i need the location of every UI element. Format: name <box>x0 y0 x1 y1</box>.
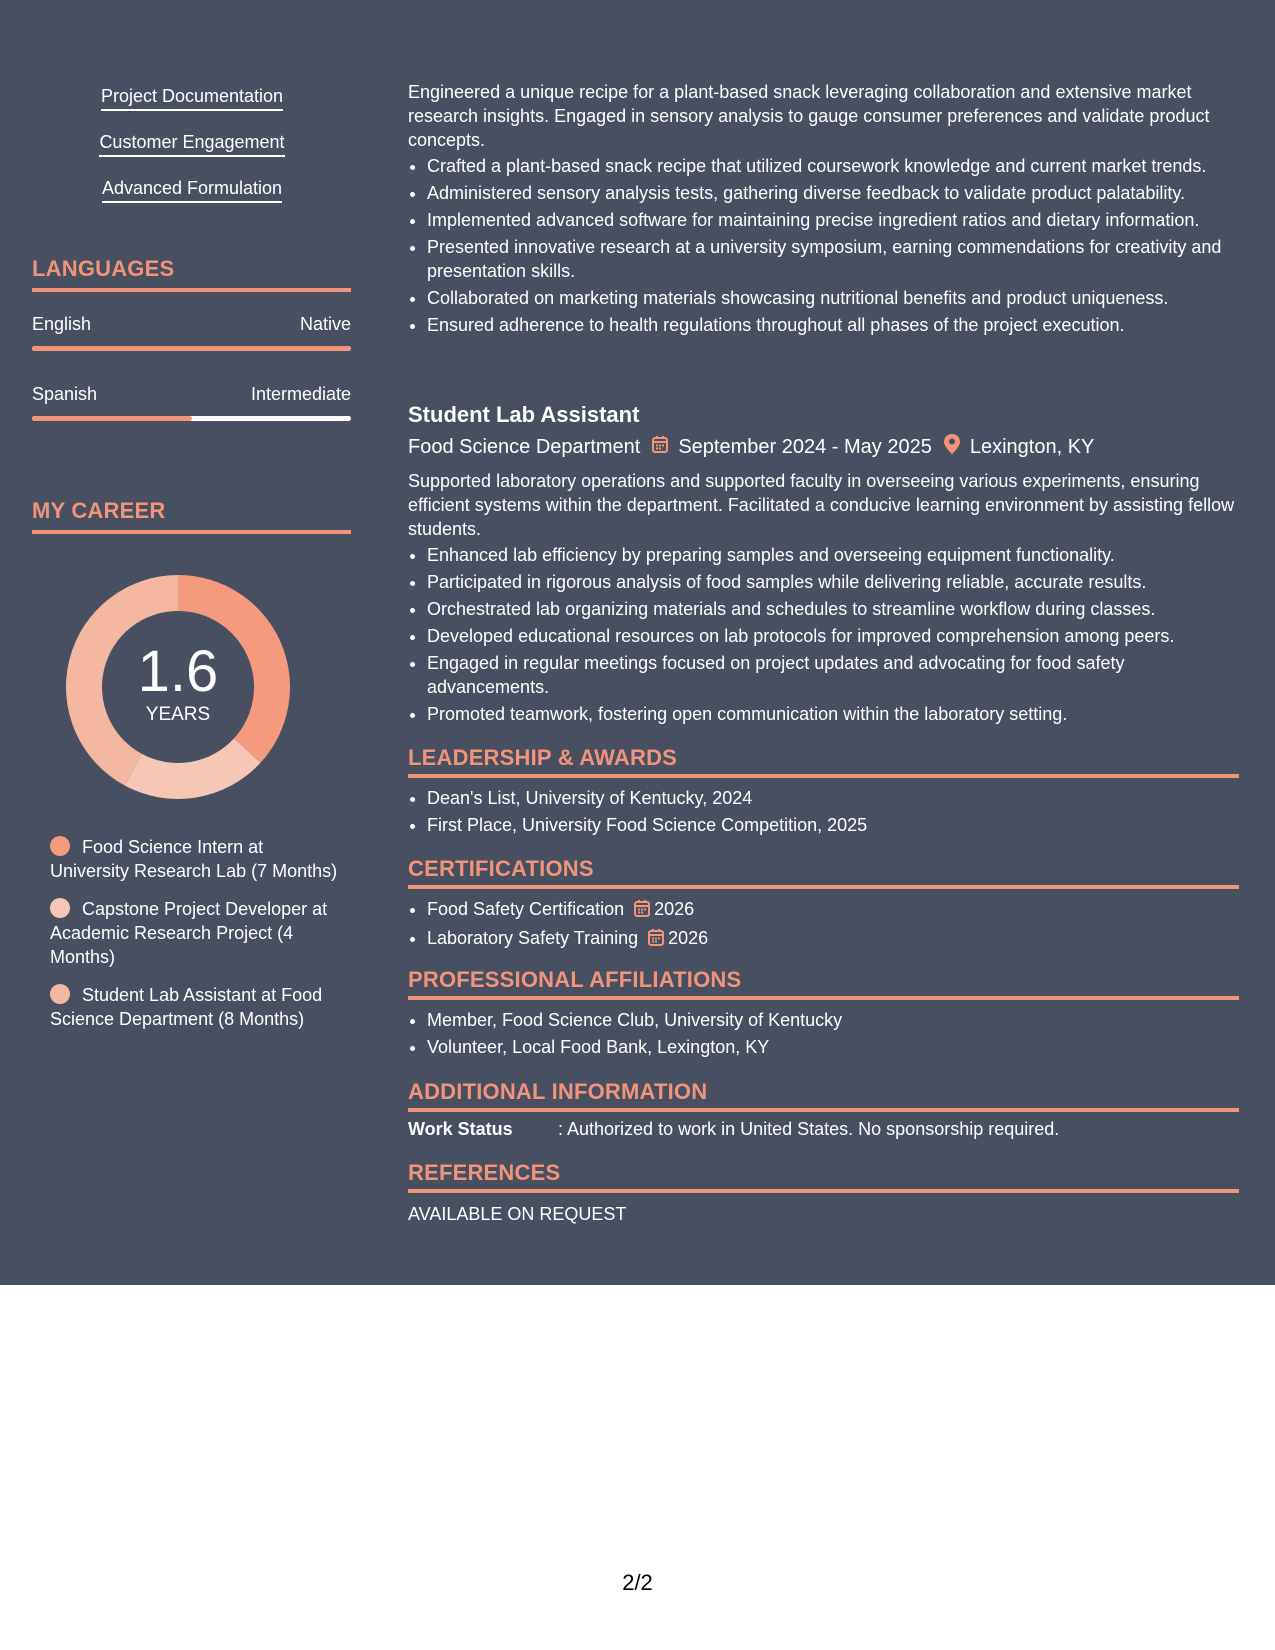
certifications-section <box>408 897 1240 955</box>
certification-year: 2026 <box>668 928 709 948</box>
certification-name: Food Safety Certification <box>427 899 625 919</box>
job-section <box>408 469 1240 729</box>
list-item: • First Place, University Food Science Competition, 2025 <box>427 813 1240 837</box>
job-title: Student Lab Assistant <box>408 402 640 427</box>
legend-dot <box>50 984 70 1004</box>
list-item <box>427 926 1240 952</box>
career-total: 1.6 <box>137 639 219 704</box>
leadership-heading: LEADERSHIP & AWARDS <box>408 745 1239 778</box>
job-bullets <box>408 543 1240 726</box>
career-legend-label: Student Lab Assistant at Food Science Department (8 Months) <box>50 985 323 1029</box>
location-pin-icon <box>944 434 960 460</box>
list-item: • Volunteer, Local Food Bank, Lexington, KY <box>427 1035 1240 1059</box>
language-bar-fill <box>32 346 351 351</box>
career-legend-label: Capstone Project Developer at Academic Research Project (4 Months) <box>50 899 328 967</box>
job-location: Lexington, KY <box>969 435 1095 458</box>
skill-item: Advanced Formulation <box>102 177 282 203</box>
skill-item: Project Documentation <box>101 85 283 111</box>
career-donut-chart <box>66 575 290 799</box>
list-item: • Developed educational resources on lab protocols for improved comprehension among peers. <box>427 624 1240 648</box>
language-level: Native <box>299 314 351 334</box>
affiliations-section <box>408 1008 1240 1062</box>
language-name: Spanish <box>32 384 98 404</box>
job-org: Food Science Department <box>408 435 641 458</box>
calendar-icon <box>634 899 650 923</box>
list-item: • Collaborated on marketing materials showcasing nutritional benefits and product uniqueness. <box>427 286 1240 310</box>
project-section <box>408 80 1240 340</box>
certifications-heading: CERTIFICATIONS <box>408 856 1239 889</box>
list-item: • Promoted teamwork, fostering open communication within the laboratory setting. <box>427 702 1240 726</box>
language-bar <box>32 416 351 421</box>
page-number: 2/2 <box>622 1570 653 1595</box>
job-meta <box>408 434 1094 460</box>
list-item: • Administered sensory analysis tests, gathering diverse feedback to validate product palatability. <box>427 181 1240 205</box>
skills-list <box>32 85 352 223</box>
language-name: English <box>32 314 92 334</box>
legend-dot <box>50 898 70 918</box>
career-heading: MY CAREER <box>32 498 351 534</box>
work-status-label: Work Status <box>408 1119 513 1139</box>
career-legend-item <box>50 835 340 883</box>
list-item: • Presented innovative research at a university symposium, earning commendations for creativity and presentation skills. <box>427 235 1240 283</box>
references-heading: REFERENCES <box>408 1160 1239 1193</box>
career-unit: YEARS <box>145 704 211 725</box>
certification-year: 2026 <box>654 899 695 919</box>
list-item: • Engaged in regular meetings focused on project updates and advocating for food safety advancements. <box>427 651 1240 699</box>
list-item: • Member, Food Science Club, University of Kentucky <box>427 1008 1240 1032</box>
certification-name: Laboratory Safety Training <box>427 928 639 948</box>
list-item: • Enhanced lab efficiency by preparing samples and overseeing equipment functionality. <box>427 543 1240 567</box>
list-item: • Orchestrated lab organizing materials and schedules to streamline workflow during classes. <box>427 597 1240 621</box>
project-summary: Engineered a unique recipe for a plant-based snack leveraging collaboration and extensive market research insights. Engaged in sensory analysis to gauge consumer preferences and validate product concepts. <box>408 82 1210 150</box>
language-level: Intermediate <box>250 384 351 404</box>
references-text: AVAILABLE ON REQUEST <box>408 1204 627 1224</box>
project-bullets <box>408 154 1240 337</box>
donut-center <box>66 575 290 799</box>
affiliations-heading: PROFESSIONAL AFFILIATIONS <box>408 967 1239 1000</box>
list-item: • Crafted a plant-based snack recipe that utilized coursework knowledge and current market trends. <box>427 154 1240 178</box>
leadership-list <box>408 786 1240 837</box>
job-dates: September 2024 - May 2025 <box>678 435 932 458</box>
calendar-icon <box>652 435 668 459</box>
job-summary: Supported laboratory operations and supported faculty in overseeing various experiments, ensuring efficient systems within the department. Facilitated a conducive learning environment by assisting fellow students. <box>408 471 1235 539</box>
calendar-icon <box>648 928 664 952</box>
language-bar-fill <box>32 416 192 421</box>
affiliations-list <box>408 1008 1240 1059</box>
work-status-row <box>408 1119 1240 1140</box>
career-legend-item <box>50 897 340 969</box>
certifications-list <box>408 897 1240 952</box>
career-legend-label: Food Science Intern at University Research Lab (7 Months) <box>50 837 338 881</box>
language-bar <box>32 346 351 351</box>
list-item: • Dean's List, University of Kentucky, 2024 <box>427 786 1240 810</box>
sidebar <box>32 0 352 1285</box>
legend-dot <box>50 836 70 856</box>
skill-item: Customer Engagement <box>99 131 284 157</box>
work-status-value: : Authorized to work in United States. No sponsorship required. <box>558 1119 1060 1139</box>
career-legend-item <box>50 983 340 1031</box>
list-item <box>427 897 1240 923</box>
languages-heading: LANGUAGES <box>32 256 351 292</box>
career-legend <box>50 835 340 1045</box>
leadership-section <box>408 786 1240 840</box>
list-item: • Participated in rigorous analysis of food samples while delivering reliable, accurate results. <box>427 570 1240 594</box>
additional-info-heading: ADDITIONAL INFORMATION <box>408 1079 1239 1112</box>
list-item: • Ensured adherence to health regulations throughout all phases of the project execution. <box>427 313 1240 337</box>
list-item: • Implemented advanced software for maintaining precise ingredient ratios and dietary information. <box>427 208 1240 232</box>
